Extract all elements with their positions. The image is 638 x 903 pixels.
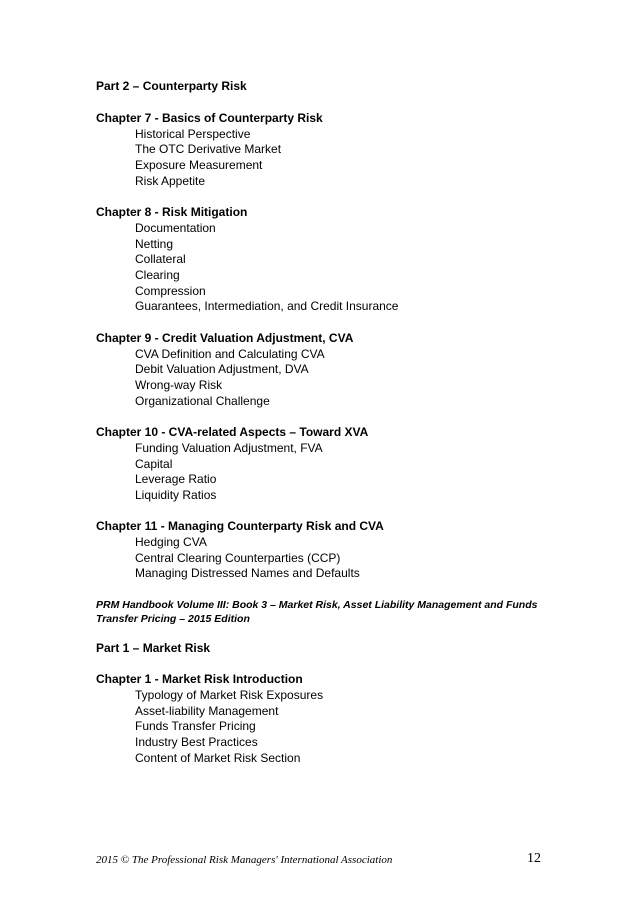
topic-item: Typology of Market Risk Exposures — [135, 688, 324, 702]
book-heading-line: PRM Handbook Volume III: Book 3 – Market Risk, Asset Liability Management and Funds — [96, 599, 538, 611]
topic-item: Guarantees, Intermediation, and Credit Insurance — [135, 299, 399, 313]
topic-item: Funds Transfer Pricing — [135, 719, 256, 733]
topic-item: Collateral — [135, 252, 186, 266]
topic-item: Capital — [135, 457, 173, 471]
topic-item: Documentation — [135, 221, 216, 235]
topic-item: Exposure Measurement — [135, 158, 263, 172]
chapter-title: Chapter 8 - Risk Mitigation — [96, 205, 248, 219]
chapter-title: Chapter 1 - Market Risk Introduction — [96, 672, 303, 686]
topic-item: Managing Distressed Names and Defaults — [135, 566, 360, 580]
book-heading-line: Transfer Pricing – 2015 Edition — [96, 613, 250, 625]
topic-item: Wrong-way Risk — [135, 378, 223, 392]
topic-item: Debit Valuation Adjustment, DVA — [135, 362, 309, 376]
topic-item: Clearing — [135, 268, 180, 282]
topic-item: Hedging CVA — [135, 535, 207, 549]
topic-item: Central Clearing Counterparties (CCP) — [135, 551, 341, 565]
topic-item: Asset-liability Management — [135, 704, 279, 718]
footer-copyright: 2015 © The Professional Risk Managers' International Association — [96, 854, 393, 866]
topic-item: Risk Appetite — [135, 174, 206, 188]
chapter-title: Chapter 11 - Managing Counterparty Risk and CVA — [96, 519, 384, 533]
topic-item: Liquidity Ratios — [135, 488, 217, 502]
topic-item: Industry Best Practices — [135, 735, 258, 749]
topic-item: Content of Market Risk Section — [135, 751, 301, 765]
chapter-title: Chapter 9 - Credit Valuation Adjustment, CVA — [96, 331, 354, 345]
topic-item: Historical Perspective — [135, 127, 251, 141]
chapter-title: Chapter 7 - Basics of Counterparty Risk — [96, 111, 323, 125]
chapter-title: Chapter 10 - CVA-related Aspects – Toward XVA — [96, 425, 369, 439]
topic-item: The OTC Derivative Market — [135, 142, 282, 156]
topic-item: Compression — [135, 284, 206, 298]
topic-item: Funding Valuation Adjustment, FVA — [135, 441, 323, 455]
topic-item: Leverage Ratio — [135, 472, 217, 486]
topic-item: CVA Definition and Calculating CVA — [135, 347, 325, 361]
topic-item: Netting — [135, 237, 174, 251]
part-heading: Part 1 – Market Risk — [96, 641, 211, 655]
part-heading: Part 2 – Counterparty Risk — [96, 79, 247, 93]
topic-item: Organizational Challenge — [135, 394, 270, 408]
page-number: 12 — [527, 851, 541, 866]
